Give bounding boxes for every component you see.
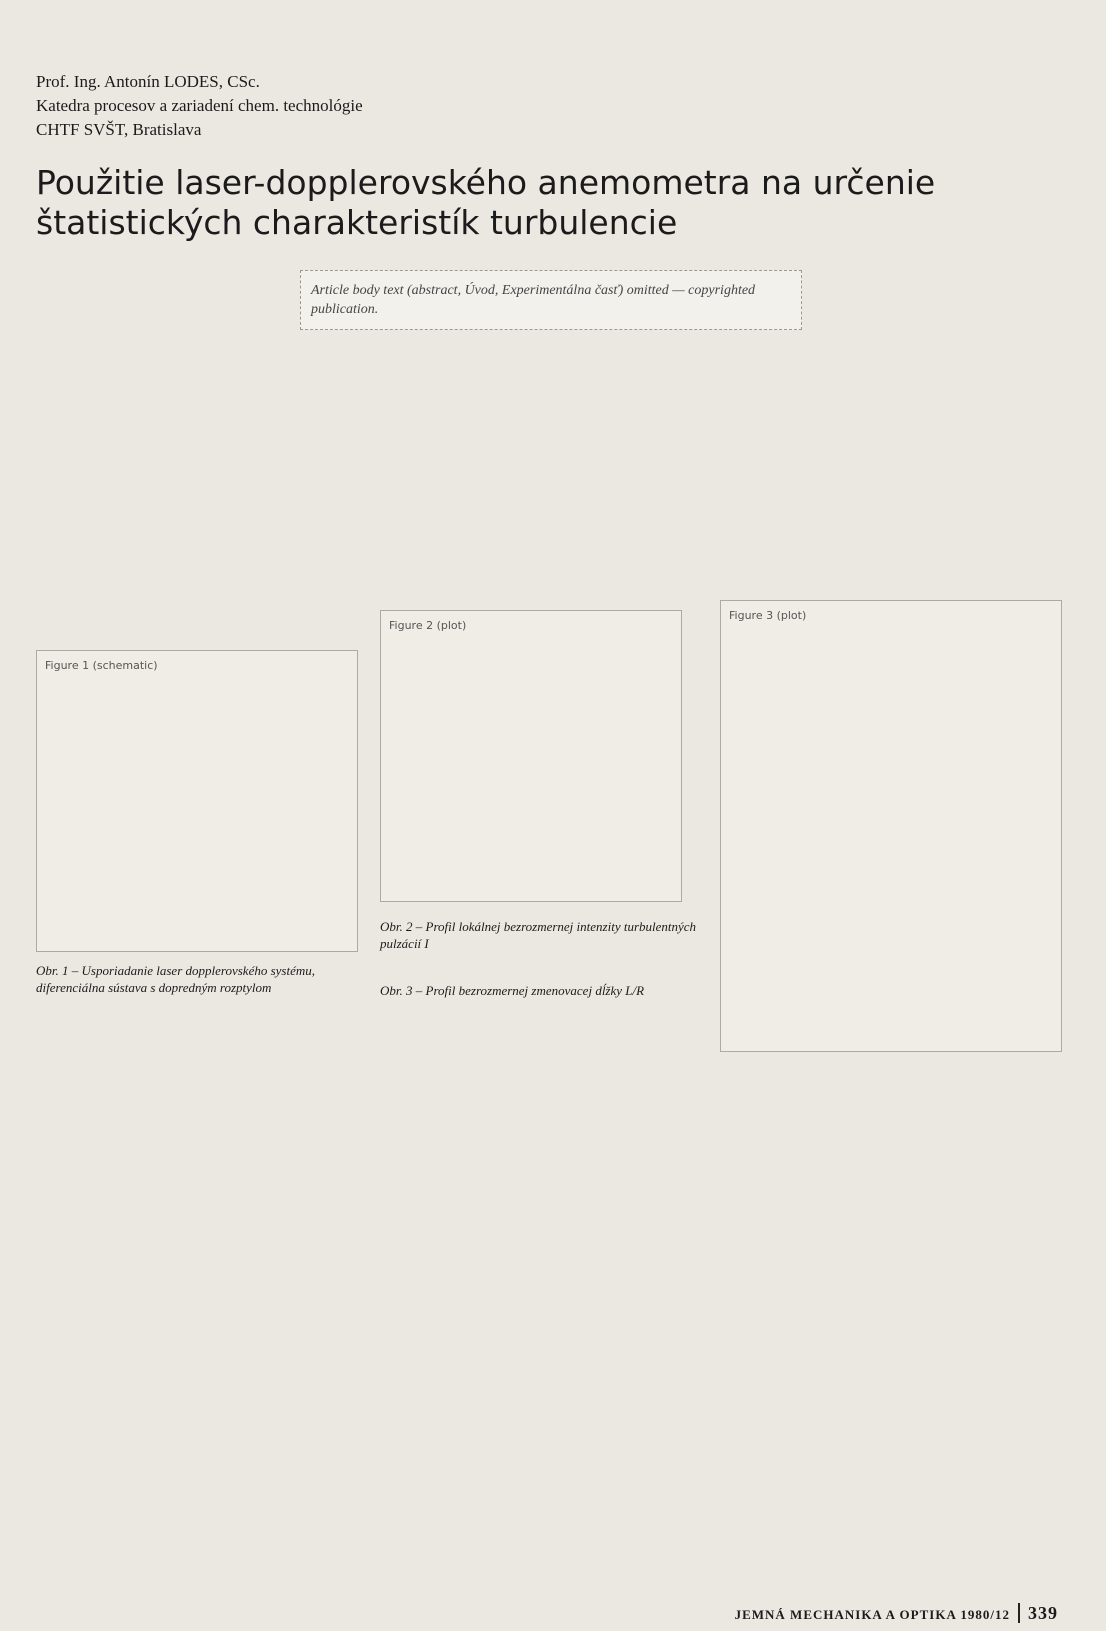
article-title: Použitie laser-dopplerovského anemometra na určenie štatistických charakteristík turbulencie bbox=[36, 163, 936, 242]
figure-1-label: Figure 1 (schematic) bbox=[45, 659, 158, 672]
figure-1 bbox=[36, 650, 358, 952]
author-block bbox=[36, 70, 363, 142]
author-school: CHTF SVŠT, Bratislava bbox=[36, 120, 202, 139]
page-footer bbox=[735, 1603, 1058, 1624]
journal-name: JEMNÁ MECHANIKA A OPTIKA 1980/12 bbox=[734, 1607, 1010, 1622]
page-number: 339 bbox=[1018, 1603, 1058, 1623]
figure-2-label: Figure 2 (plot) bbox=[389, 619, 467, 632]
omission-note: Article body text (abstract, Úvod, Experimentálna časť) omitted — copyrighted publication. bbox=[300, 270, 802, 330]
figure-3 bbox=[720, 600, 1062, 1052]
figure-1-caption: Obr. 1 – Usporiadanie laser dopplerovského systému, diferenciálna sústava s dopredným rozptylom bbox=[36, 963, 315, 995]
figure-2 bbox=[380, 610, 682, 902]
figure-3-label: Figure 3 (plot) bbox=[729, 609, 807, 622]
figure-2-caption: Obr. 2 – Profil lokálnej bezrozmernej intenzity turbulentných pulzácií I bbox=[380, 919, 697, 951]
author-dept: Katedra procesov a zariadení chem. technológie bbox=[36, 96, 363, 115]
author-name: Prof. Ing. Antonín LODES, CSc. bbox=[36, 72, 260, 91]
figure-3-caption: Obr. 3 – Profil bezrozmernej zmenovacej dĺžky L/R bbox=[380, 983, 645, 998]
